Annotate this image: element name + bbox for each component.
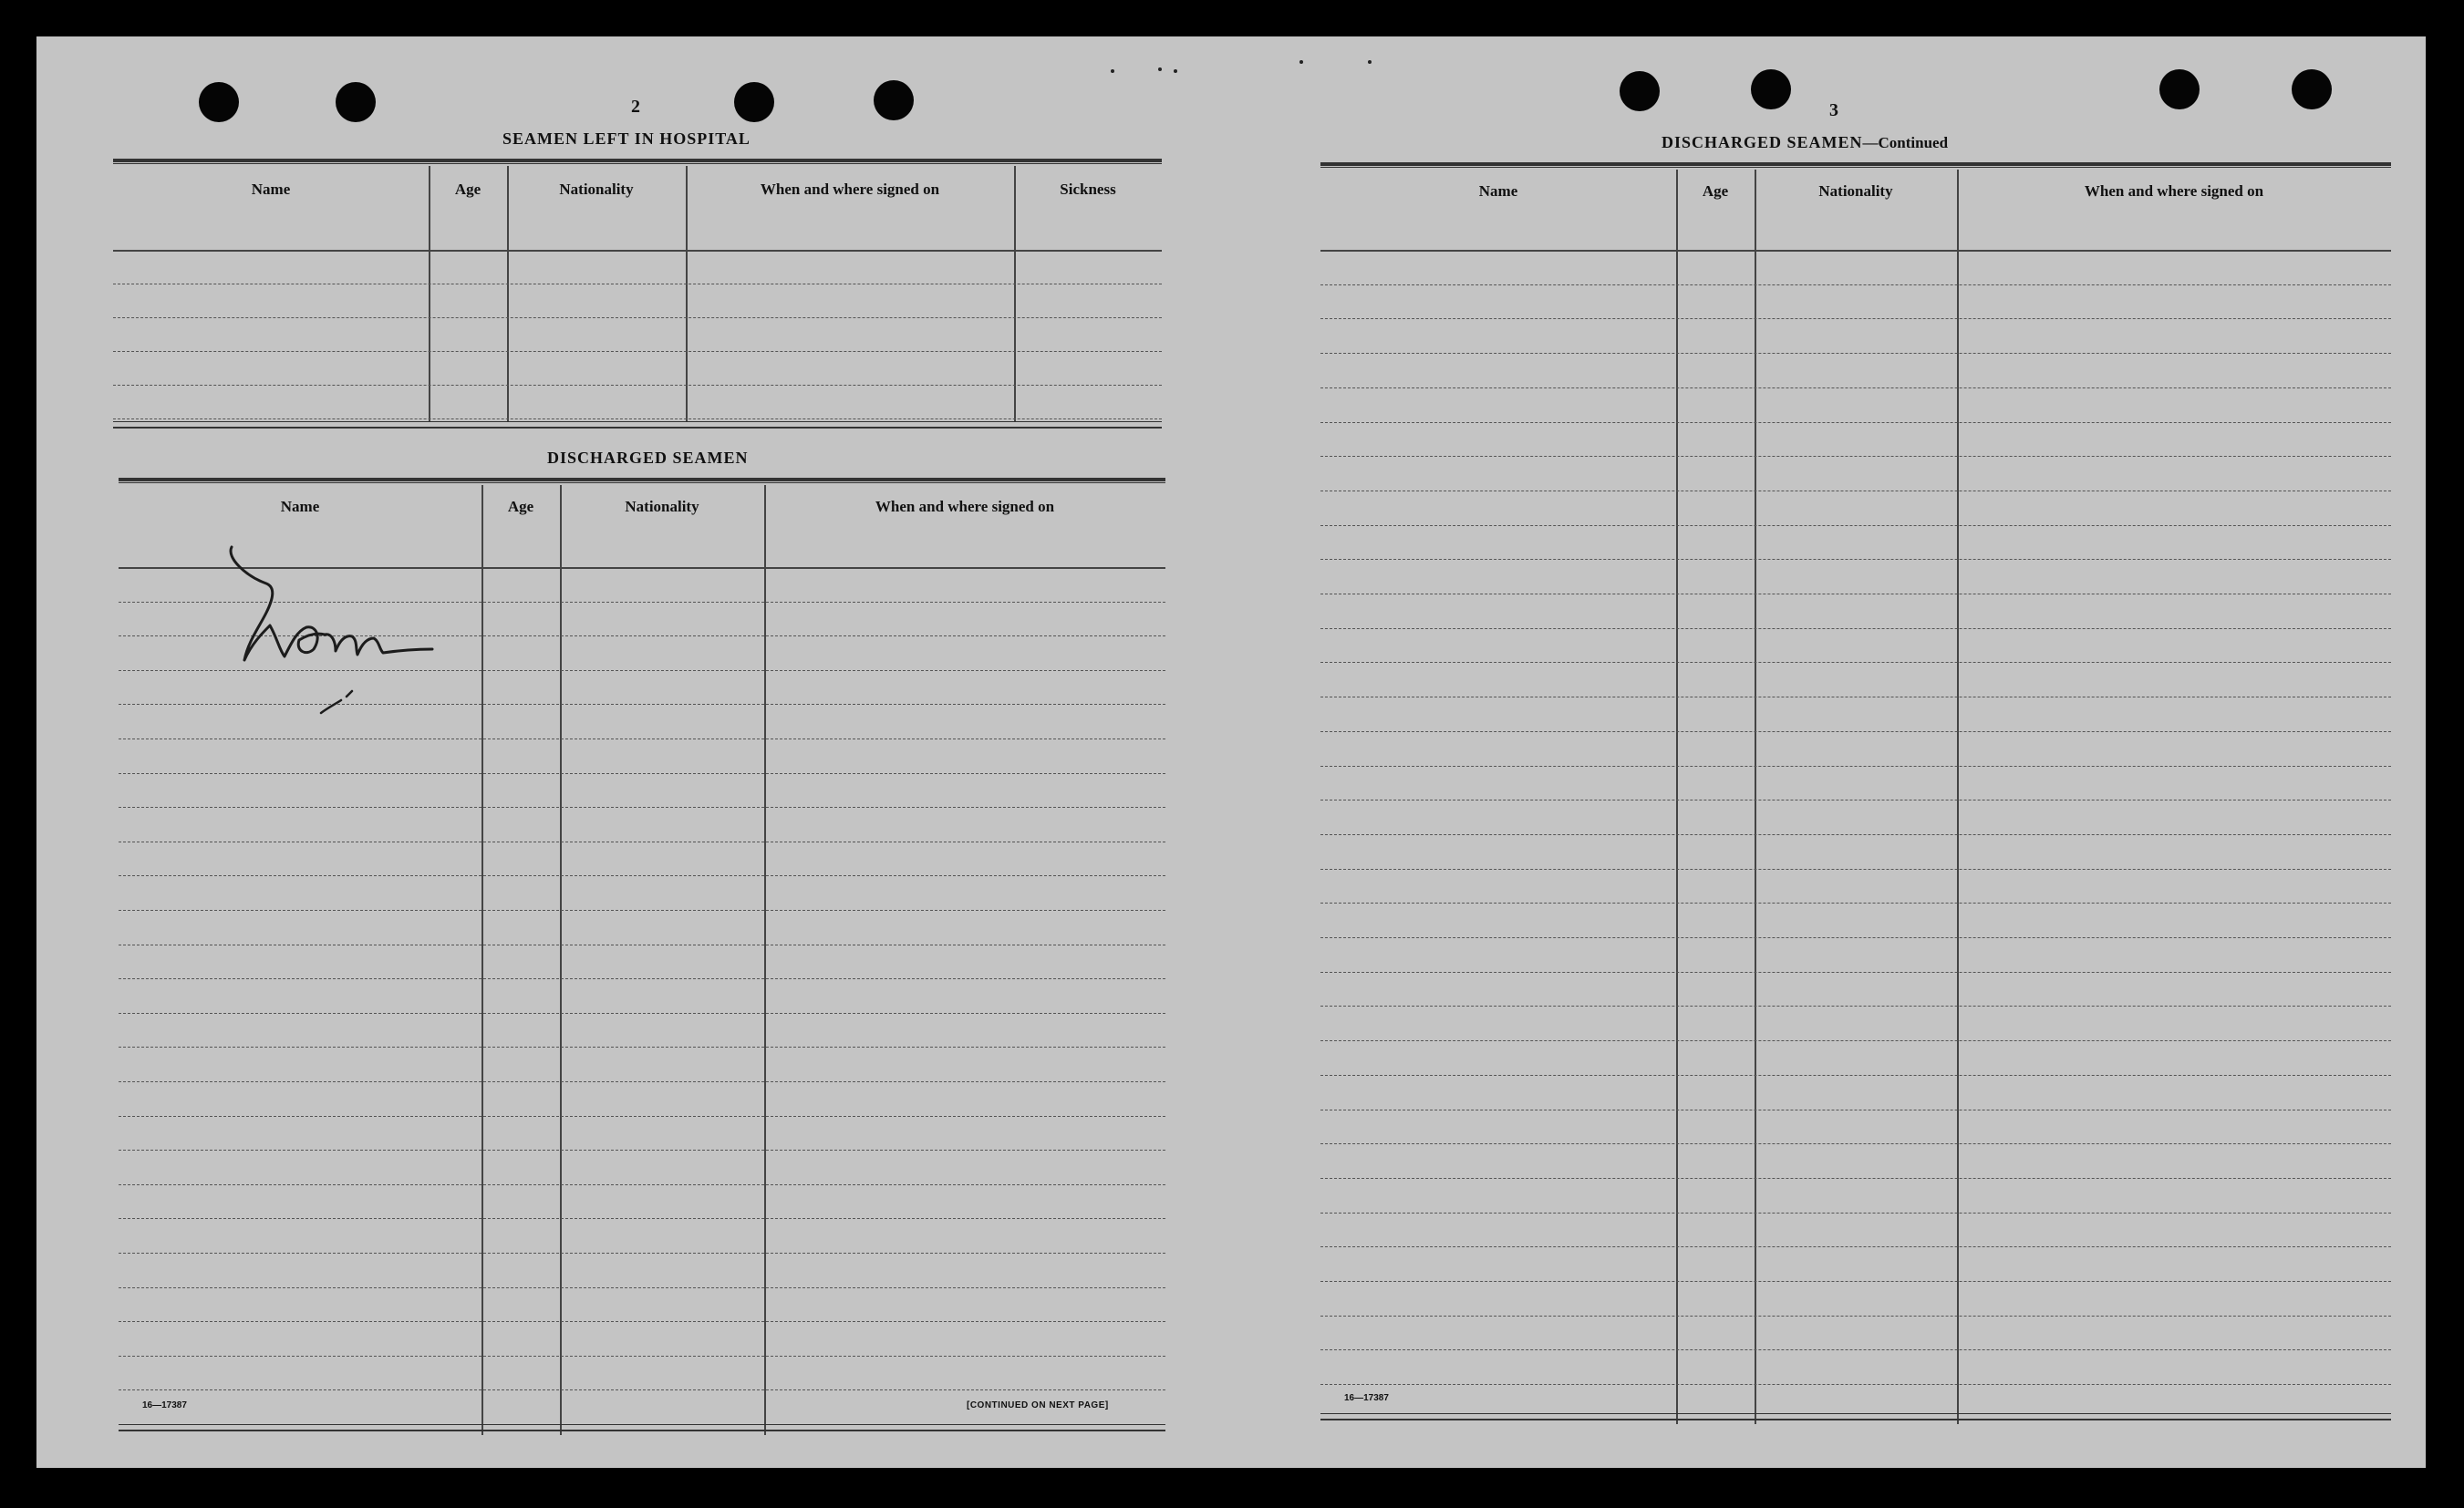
speck	[1299, 60, 1303, 64]
row-divider	[1320, 834, 2391, 835]
discharged-continued-title	[1662, 133, 1948, 152]
row-divider	[1320, 937, 2391, 938]
punch-hole	[336, 82, 376, 122]
column-header-name: Name	[251, 181, 291, 198]
punch-hole	[2292, 69, 2332, 109]
table-top-rule	[1320, 167, 2391, 168]
row-divider	[1320, 972, 2391, 973]
row-divider	[113, 351, 1162, 352]
row-divider	[1320, 628, 2391, 629]
row-divider	[1320, 1384, 2391, 1385]
row-divider	[119, 1218, 1165, 1219]
column-header-nationality: Nationality	[559, 181, 634, 198]
row-divider	[119, 1081, 1165, 1082]
column-header-age: Age	[507, 498, 534, 515]
column-divider	[1755, 170, 1756, 1424]
row-divider	[1320, 1075, 2391, 1076]
hospital-table	[113, 159, 1162, 465]
column-divider	[1957, 170, 1959, 1424]
column-header-age: Age	[454, 181, 481, 198]
speck	[1368, 60, 1372, 64]
column-header-when-where: When and where signed on	[760, 181, 940, 198]
table-top-rule	[113, 159, 1162, 162]
table-top-rule	[113, 163, 1162, 164]
row-divider	[119, 1356, 1165, 1357]
page-number: 3	[1829, 100, 1838, 120]
table-bottom-rule	[1320, 1419, 2391, 1420]
punch-hole	[199, 82, 239, 122]
row-divider	[1320, 1349, 2391, 1350]
row-divider	[1320, 353, 2391, 354]
row-divider	[1320, 1040, 2391, 1041]
table-bottom-rule	[119, 1424, 1165, 1425]
continued-note: [CONTINUED ON NEXT PAGE]	[967, 1400, 1109, 1410]
column-divider	[686, 166, 688, 421]
row-divider	[1320, 1316, 2391, 1317]
table-bottom-rule	[1320, 1413, 2391, 1414]
row-divider	[1320, 525, 2391, 526]
handwritten-entry	[219, 543, 456, 735]
row-divider	[119, 978, 1165, 979]
row-divider	[1320, 1178, 2391, 1179]
row-divider	[1320, 422, 2391, 423]
row-divider	[119, 910, 1165, 911]
header-underline	[113, 250, 1162, 252]
column-divider	[560, 485, 562, 1435]
row-divider	[1320, 869, 2391, 870]
row-divider	[113, 317, 1162, 318]
column-divider	[1014, 166, 1016, 421]
row-divider	[119, 875, 1165, 876]
row-divider	[1320, 903, 2391, 904]
table-top-rule	[119, 478, 1165, 481]
column-header-name: Name	[280, 498, 320, 515]
row-divider	[119, 1184, 1165, 1185]
row-divider	[113, 385, 1162, 386]
column-divider	[1676, 170, 1678, 1424]
row-divider	[119, 1321, 1165, 1322]
row-divider	[1320, 284, 2391, 285]
row-divider	[1320, 1143, 2391, 1144]
row-divider	[113, 418, 1162, 419]
row-divider	[1320, 318, 2391, 319]
column-divider	[764, 485, 766, 1435]
column-divider	[507, 166, 509, 421]
column-header-nationality: Nationality	[625, 498, 699, 515]
punch-hole	[874, 80, 914, 120]
hospital-table-title: SEAMEN LEFT IN HOSPITAL	[502, 129, 751, 148]
row-divider	[1320, 766, 2391, 767]
punch-hole	[1751, 69, 1791, 109]
column-header-when-where: When and where signed on	[2084, 182, 2264, 200]
row-divider	[1320, 387, 2391, 388]
form-number: 16—17387	[1344, 1393, 1389, 1403]
row-divider	[1320, 662, 2391, 663]
row-divider	[1320, 1246, 2391, 1247]
punch-hole	[2159, 69, 2200, 109]
row-divider	[119, 1047, 1165, 1048]
discharged-table-continued	[1320, 162, 2391, 1430]
row-divider	[119, 1389, 1165, 1390]
table-bottom-rule	[113, 427, 1162, 429]
table-bottom-rule	[119, 1430, 1165, 1431]
column-divider	[429, 166, 430, 421]
discharged-title-text: DISCHARGED SEAMEN	[1662, 133, 1863, 151]
row-divider	[119, 1287, 1165, 1288]
row-divider	[1320, 731, 2391, 732]
form-number: 16—17387	[142, 1400, 187, 1410]
speck	[1111, 69, 1114, 73]
row-divider	[119, 1150, 1165, 1151]
row-divider	[119, 1116, 1165, 1117]
row-divider	[119, 807, 1165, 808]
column-header-when-where: When and where signed on	[875, 498, 1055, 515]
table-bottom-rule	[113, 421, 1162, 422]
row-divider	[1320, 1281, 2391, 1282]
row-divider	[1320, 456, 2391, 457]
continued-suffix: —Continued	[1862, 134, 1949, 151]
column-header-age: Age	[1702, 182, 1729, 200]
column-header-nationality: Nationality	[1818, 182, 1893, 200]
row-divider	[119, 1253, 1165, 1254]
row-divider	[1320, 1006, 2391, 1007]
speck	[1174, 69, 1177, 73]
column-divider	[481, 485, 483, 1435]
row-divider	[119, 773, 1165, 774]
row-divider	[1320, 1213, 2391, 1214]
speck	[1158, 67, 1162, 71]
row-divider	[1320, 559, 2391, 560]
punch-hole	[734, 82, 774, 122]
punch-hole	[1620, 71, 1660, 111]
table-top-rule	[1320, 162, 2391, 166]
table-top-rule	[119, 482, 1165, 483]
page-number: 2	[631, 97, 640, 117]
discharged-table-title: DISCHARGED SEAMEN	[547, 449, 749, 467]
header-underline	[1320, 250, 2391, 252]
document-sheet	[36, 36, 2426, 1468]
column-header-name: Name	[1478, 182, 1518, 200]
column-header-sickness: Sickness	[1060, 181, 1116, 198]
row-divider	[119, 1013, 1165, 1014]
